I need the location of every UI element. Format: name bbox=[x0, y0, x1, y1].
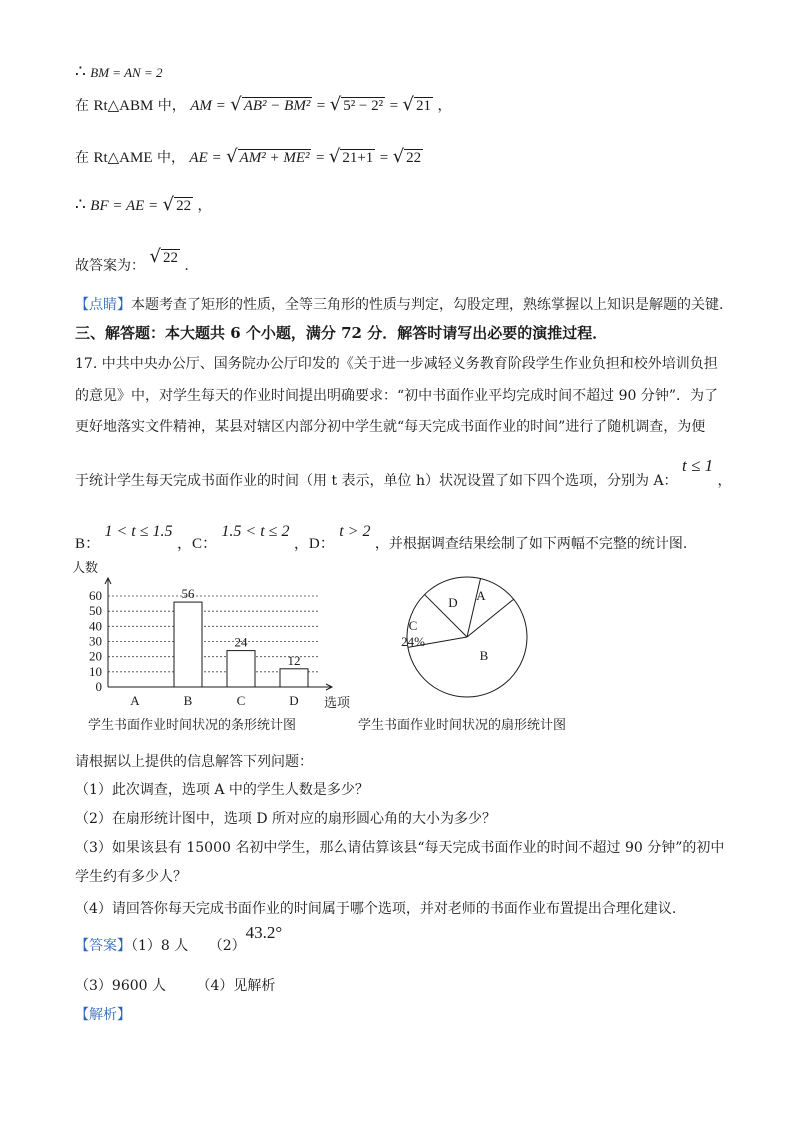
bar-chart-caption: 学生书面作业时间状况的条形统计图 bbox=[88, 718, 297, 733]
y-tick-label: 10 bbox=[89, 663, 102, 679]
radicand: 5² − 2² bbox=[343, 98, 384, 114]
radical-sign: √ bbox=[149, 246, 161, 267]
y-tick-label: 60 bbox=[89, 588, 102, 603]
bar-c bbox=[227, 651, 255, 687]
data-label: 56 bbox=[181, 586, 195, 602]
option-a-range: t ≤ 1 bbox=[682, 456, 714, 475]
equals-sign: = bbox=[315, 150, 325, 166]
equals-sign: = bbox=[379, 150, 389, 166]
triangle-label: Rt△AME bbox=[93, 150, 153, 166]
problem-line-4-text: 于统计学生每天完成书面作业的时间（用 t 表示，单位 h）状况设置了如下四个选项，分别为 A： bbox=[75, 473, 678, 489]
answer-2-value: 43.2° bbox=[245, 923, 283, 942]
proof-mid: 中， bbox=[156, 150, 185, 166]
slice-label-b: B bbox=[479, 648, 489, 663]
answer-statement-text: 故答案为： bbox=[75, 258, 145, 274]
problem-line-3: 更好地落实文件精神，某县对辖区内部分初中学生就“每天完成书面作业的时间”进行了随机调查，为便 bbox=[75, 419, 706, 435]
proof-end: . bbox=[184, 258, 189, 274]
proof-expression: BF = AE = bbox=[90, 198, 159, 214]
radicand: 21 bbox=[416, 98, 432, 114]
question-3-line-2: 学生约有多少人？ bbox=[75, 869, 187, 885]
radical-sign: √ bbox=[328, 146, 341, 167]
radicand: 22 bbox=[176, 198, 192, 214]
option-d-range: t > 2 bbox=[339, 523, 371, 540]
comment-line bbox=[75, 294, 723, 314]
radical-sign: √ bbox=[329, 94, 342, 115]
y-axis-title: 人数 bbox=[72, 560, 99, 575]
answer-statement bbox=[75, 246, 189, 274]
y-tick-label: 30 bbox=[89, 633, 102, 649]
therefore-symbol: ∴ bbox=[75, 195, 86, 215]
answer-2-label: （2） bbox=[208, 938, 246, 954]
radicand: AB² − BM² bbox=[243, 98, 311, 114]
questions-intro: 请根据以上提供的信息解答下列问题： bbox=[75, 754, 313, 770]
answer-tag: 【答案】 bbox=[75, 938, 131, 954]
proof-line-1 bbox=[75, 62, 162, 82]
pie-chart-caption: 学生书面作业时间状况的扇形统计图 bbox=[358, 718, 567, 733]
x-tick-label: D bbox=[289, 693, 299, 708]
radicand: 21+1 bbox=[342, 150, 374, 166]
problem-line-1: 17. 中共中央办公厅、国务院办公厅印发的《关于进一步减轻义务教育阶段学生作业负担和校外培训负担 bbox=[75, 356, 718, 372]
data-label: 12 bbox=[287, 652, 301, 668]
slice-label-c: C bbox=[408, 618, 418, 633]
y-tick-label: 50 bbox=[89, 603, 102, 619]
question-2: （2）在扇形统计图中，选项 D 所对应的扇形圆心角的大小为多少？ bbox=[75, 811, 497, 827]
option-d-label: ，D： bbox=[293, 536, 335, 552]
proof-prefix: 在 bbox=[75, 150, 89, 166]
radical-sign: √ bbox=[392, 146, 405, 167]
problem-line-4 bbox=[75, 456, 732, 490]
x-tick-label: B bbox=[183, 693, 193, 708]
question-3-line-1: （3）如果该县有 15000 名初中学生，那么请估算该县“每天完成书面作业的时间不超过 90 分钟”的初中 bbox=[75, 840, 725, 856]
problem-line-2: 的意见》中，对学生每天的作业时间提出明确要求：“初中书面作业平均完成时间不超过 90 分钟”．为了 bbox=[75, 388, 719, 404]
y-tick-label: 0 bbox=[95, 679, 102, 694]
equals-sign: = bbox=[389, 98, 399, 114]
y-tick-label: 20 bbox=[89, 648, 102, 664]
proof-line-3 bbox=[75, 146, 423, 167]
y-tick-label: 40 bbox=[89, 618, 102, 634]
radicand: 22 bbox=[162, 250, 178, 266]
proof-lhs: AE = bbox=[189, 150, 222, 166]
x-tick-label: C bbox=[236, 693, 246, 708]
proof-prefix: 在 bbox=[75, 98, 89, 114]
section-header: 三、解答题：本大题共 6 个小题，满分 72 分．解答时请写出必要的演推过程． bbox=[75, 324, 608, 342]
equals-sign: = bbox=[316, 98, 326, 114]
radical-sign: √ bbox=[402, 94, 415, 115]
radical-sign: √ bbox=[230, 94, 242, 115]
answer-4: （4）见解析 bbox=[196, 978, 276, 994]
comment-text: 本题考查了矩形的性质，全等三角形的性质与判定，勾股定理，熟练掌握以上知识是解题的关键. bbox=[131, 297, 724, 313]
bar-b bbox=[174, 602, 202, 687]
proof-end: ， bbox=[197, 198, 212, 214]
option-c-range: 1.5 < t ≤ 2 bbox=[221, 523, 290, 540]
proof-lhs: AM = bbox=[190, 98, 226, 114]
x-tick-label: A bbox=[130, 693, 140, 708]
problem-line-5-end: ，并根据调查结果绘制了如下两幅不完整的统计图. bbox=[374, 536, 688, 552]
slice-label-a: A bbox=[476, 588, 486, 603]
bar-chart bbox=[70, 560, 370, 710]
problem-line-4-end: ， bbox=[717, 473, 732, 489]
radicand: AM² + ME² bbox=[239, 150, 310, 166]
radical-sign: √ bbox=[226, 146, 238, 167]
pie-chart bbox=[400, 565, 540, 715]
option-c-label: ，C： bbox=[176, 536, 217, 552]
question-1: （1）此次调查，选项 A 中的学生人数是多少？ bbox=[75, 782, 369, 798]
answer-line-1 bbox=[75, 923, 283, 955]
triangle-label: Rt△ABM bbox=[93, 98, 154, 114]
proof-line-4 bbox=[75, 194, 212, 215]
proof-end: ， bbox=[437, 98, 452, 114]
data-label: 24 bbox=[234, 634, 248, 650]
answer-1: （1）8 人 bbox=[131, 938, 189, 954]
radicand: 22 bbox=[406, 150, 422, 166]
problem-line-5 bbox=[75, 523, 688, 553]
x-axis-title: 选项 bbox=[324, 695, 351, 710]
option-b-range: 1 < t ≤ 1.5 bbox=[104, 523, 173, 540]
bar-d bbox=[280, 669, 308, 687]
proof-expression: BM = AN = 2 bbox=[90, 65, 163, 80]
proof-mid: 中， bbox=[157, 98, 186, 114]
radical-sign: √ bbox=[162, 194, 175, 215]
option-b-label: B： bbox=[75, 536, 101, 552]
proof-line-2 bbox=[75, 94, 451, 115]
question-4: （4）请回答你每天完成书面作业的时间属于哪个选项，并对老师的书面作业布置提出合理化建议. bbox=[75, 901, 677, 917]
answer-line-2 bbox=[75, 975, 275, 995]
answer-3: （3）9600 人 bbox=[75, 978, 166, 994]
analysis-tag: 【解析】 bbox=[75, 1007, 131, 1023]
slice-label-d: D bbox=[448, 595, 458, 610]
slice-percent-c: 24% bbox=[401, 634, 425, 649]
comment-tag: 【点睛】 bbox=[75, 297, 131, 313]
therefore-symbol: ∴ bbox=[75, 62, 86, 82]
